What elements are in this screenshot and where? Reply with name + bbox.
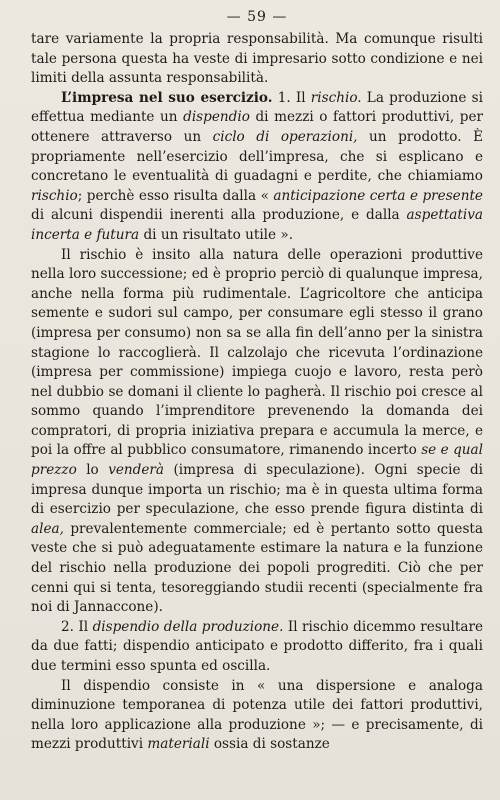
text-run: ossia di sostanze <box>209 736 330 753</box>
text-run: Il dispendio consiste in « una dispersione e analoga diminuzione temporanea di potenza utile dei fattori produttivi, nella loro applicazione alla produzione »; — e precisamente, di mezzi produttivi <box>31 677 483 753</box>
text-run: La produzione si effettua mediante un <box>31 89 483 126</box>
text-run: ; perchè esso risulta dalla « <box>77 187 274 204</box>
paragraph <box>31 677 483 755</box>
body-text <box>31 30 483 755</box>
emphasis-text: materiali <box>147 736 210 753</box>
text-run: Il rischio dicemmo resultare da due fatti; dispendio anticipato e prodotto differito, fra i quali due termini esso spunta ed oscilla. <box>31 618 483 674</box>
emphasis-text: anticipazione certa e presente <box>273 187 483 204</box>
text-run: 1. Il <box>272 89 311 106</box>
text-run: 2. Il <box>61 618 93 635</box>
text-run: di mezzi o fattori produttivi, per ottenere attraverso un <box>31 109 483 145</box>
text-run: un prodotto. È propriamente nell’esercizio dell’impresa, che si esplicano e concretano le eventualità di guadagni e perdite, che chiamiamo <box>31 128 483 185</box>
paragraph <box>31 618 483 677</box>
emphasis-text: alea, <box>31 520 64 537</box>
paragraph <box>31 89 483 246</box>
page-number: — 59 — <box>226 9 288 25</box>
paragraph <box>31 246 483 618</box>
lead-heading: L’impresa nel suo esercizio. <box>61 89 273 106</box>
paragraph <box>31 30 483 89</box>
text-run: (impresa di speculazione). Ogni specie di impresa dunque importa un rischio; ma è in questa ultima forma di esercizio per speculazione, che esso prende figura distinta di <box>31 462 483 518</box>
text-run: di un risultato utile ». <box>139 226 294 243</box>
emphasis-text: rischio <box>31 187 78 204</box>
emphasis-text: ciclo di operazioni, <box>212 128 358 145</box>
text-run: Il rischio è insito alla natura delle operazioni produttive nella loro successione; ed è proprio perciò di qualunque impresa, anche nella forma più rudimentale. L’agricoltore che anticipa semente e sudori sul campo, per consumare egli stesso il grano (impresa per consumo) non sa se alla fin dell’anno per la sinistra stagione lo raccoglierà. Il calzolajo che ricevuta l’ordinazione (impresa per commissione) impiega cuojo e lavoro, resta però nel dubbio se domani il cliente lo pagherà. Il rischio poi cresce al sommo quando l’imprenditore prevenendo la domanda dei compratori, di propria iniziativa prepara e accumula la merce, e poi la offre al pubblico consumatore, rimanendo incerto <box>31 246 483 459</box>
emphasis-text: se e qual prezzo <box>31 442 483 479</box>
text-run: di alcuni dispendii inerenti alla produzione, e dalla <box>31 207 407 224</box>
text-run: prevalentemente commerciale; ed è pertanto sotto questa veste che si può adeguatamente estimare la natura e la funzione del rischio nella produzione dei popoli progrediti. Ciò che per cenni qui si tenta, tesoreggiando studii recenti (specialmente fra noi di Jannaccone). <box>31 520 483 616</box>
emphasis-text: dispendio <box>183 109 250 126</box>
emphasis-text: dispendio della produzione. <box>92 618 284 635</box>
text-run: lo <box>76 462 109 479</box>
emphasis-text: venderà <box>108 462 165 479</box>
text-run: tare variamente la propria responsabilità. Ma comunque risulti tale persona questa ha veste di impresario sotto condizione e nei limiti della assunta responsabilità. <box>31 31 483 87</box>
emphasis-text: rischio. <box>310 89 362 106</box>
emphasis-text: aspettativa incerta e futura <box>31 207 483 243</box>
